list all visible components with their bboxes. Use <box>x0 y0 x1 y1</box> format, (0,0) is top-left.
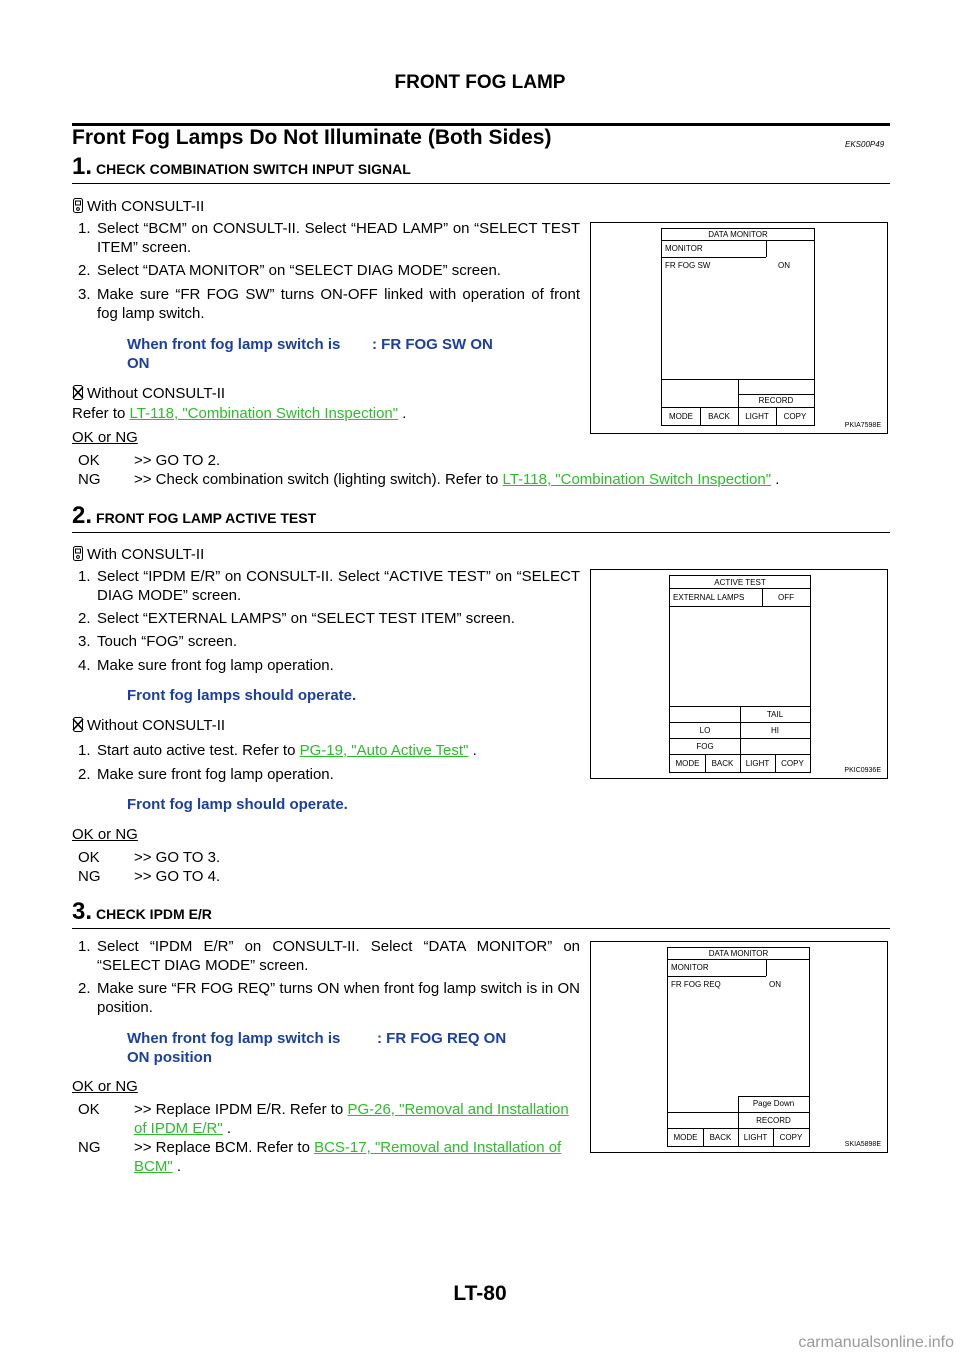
step-3-item-1: 1. Select “IPDM E/R” on CONSULT-II. Select “DATA MONITOR” on “SELECT DIAG MODE” screen. <box>78 938 580 974</box>
screen-item-value: ON <box>769 980 781 989</box>
step-2-item2-1: 1. Start auto active test. Refer to PG-19, "Auto Active Test" . <box>78 742 477 759</box>
step-3-ok-or-ng: OK or NG <box>72 1078 138 1095</box>
with-consult-1-label: With CONSULT-II <box>87 198 205 215</box>
step-1-number: 1. <box>72 153 93 180</box>
step-2-title: FRONT FOG LAMP ACTIVE TEST <box>96 510 317 526</box>
step-3-number: 3. <box>72 898 93 925</box>
consult-screen <box>669 575 811 773</box>
consult-tester-icon <box>72 546 84 561</box>
screen-page-down-button[interactable]: Page Down <box>752 1099 795 1108</box>
link-pg-26[interactable]: PG-26, "Removal and Installation of IPDM E/R" <box>134 1101 569 1137</box>
step-3-title: CHECK IPDM E/R <box>96 906 212 922</box>
step-3-condition-value: : FR FOG REQ ON <box>377 1030 507 1047</box>
step-1-heading <box>72 153 411 181</box>
step-1-ok-or-ng: OK or NG <box>72 429 138 446</box>
link-lt-118-ng[interactable]: LT-118, "Combination Switch Inspection" <box>502 471 772 488</box>
with-consult-2 <box>72 545 204 564</box>
step-1-refer: Refer to LT-118, "Combination Switch Inspection" . <box>72 405 407 422</box>
screen-monitor-label: MONITOR <box>671 963 709 972</box>
screen-hi-button[interactable]: HI <box>771 726 779 735</box>
step-2-item-2: 2. Select “EXTERNAL LAMPS” on “SELECT TEST ITEM” screen. <box>78 610 515 627</box>
screen-mode-button[interactable]: MODE <box>673 1133 698 1142</box>
figure-code-2: PKIC0936E <box>844 767 881 774</box>
without-consult-1-label: Without CONSULT-II <box>87 385 226 402</box>
screen-title: DATA MONITOR <box>708 949 769 958</box>
screen-lo-button[interactable]: LO <box>699 726 711 735</box>
step-1-item-1: 1. Select “BCM” on CONSULT-II. Select “HEAD LAMP” on “SELECT TEST ITEM” screen. <box>78 220 580 256</box>
screen-record-button[interactable]: RECORD <box>758 396 794 405</box>
step-2-rule <box>72 532 890 533</box>
figure-code-3: SKIA5898E <box>844 1141 881 1148</box>
screen-item-value: ON <box>778 261 790 270</box>
section-title: Front Fog Lamps Do Not Illuminate (Both Sides) <box>72 126 552 149</box>
figure-code-1: PKIA7598E <box>844 422 881 429</box>
step-3-item-2: 2. Make sure “FR FOG REQ” turns ON when front fog lamp switch is in ON position. <box>78 980 580 1016</box>
screen-item-value: OFF <box>778 593 794 602</box>
screen-back-button[interactable]: BACK <box>708 412 730 421</box>
consult-tester-icon <box>72 198 84 213</box>
step-2-note-1: Front fog lamps should operate. <box>127 687 357 704</box>
step-2-item-1: 1. Select “IPDM E/R” on CONSULT-II. Select “ACTIVE TEST” on “SELECT DIAG MODE” screen. <box>78 568 580 604</box>
screen-light-button[interactable]: LIGHT <box>745 759 770 768</box>
screen-back-button[interactable]: BACK <box>709 1133 732 1142</box>
step-2-note-2: Front fog lamp should operate. <box>127 796 348 813</box>
step-2-item-3: 3. Touch “FOG” screen. <box>78 633 238 650</box>
without-consult-2-label: Without CONSULT-II <box>87 717 226 734</box>
figure-data-monitor-3 <box>590 941 888 1153</box>
screen-record-button[interactable]: RECORD <box>756 1116 791 1125</box>
step-2-item2-2: 2. Make sure front fog lamp operation. <box>78 766 334 783</box>
step-2-item-4: 4. Make sure front fog lamp operation. <box>78 657 334 674</box>
step-1-condition-value: : FR FOG SW ON <box>372 336 493 353</box>
step-2-ok-or-ng: OK or NG <box>72 826 138 843</box>
link-bcs-17[interactable]: BCS-17, "Removal and Installation of BCM" <box>134 1139 562 1175</box>
screen-mode-button[interactable]: MODE <box>669 412 693 421</box>
step-2-heading <box>72 502 316 530</box>
figure-data-monitor-1 <box>590 222 888 434</box>
step-3-rule <box>72 928 890 929</box>
step-1-item-3: 3. Make sure “FR FOG SW” turns ON-OFF linked with operation of front fog lamp switch. <box>78 286 580 322</box>
consult-screen <box>667 947 810 1147</box>
figure-active-test <box>590 569 888 779</box>
no-tester-icon <box>72 717 84 732</box>
without-consult-1 <box>72 384 225 403</box>
screen-title: DATA MONITOR <box>708 230 768 239</box>
link-lt-118[interactable]: LT-118, "Combination Switch Inspection" <box>129 405 399 422</box>
step-1-rule <box>72 183 890 184</box>
step-2-number: 2. <box>72 502 93 529</box>
screen-copy-button[interactable]: COPY <box>779 1133 803 1142</box>
page-number: LT-80 <box>453 1282 507 1305</box>
screen-light-button[interactable]: LIGHT <box>745 412 769 421</box>
consult-screen <box>661 228 815 426</box>
screen-copy-button[interactable]: COPY <box>783 412 807 421</box>
section-code: EKS00P49 <box>845 140 885 149</box>
screen-light-button[interactable]: LIGHT <box>743 1133 768 1142</box>
screen-fog-button[interactable]: FOG <box>696 742 714 751</box>
screen-item-external-lamps: EXTERNAL LAMPS <box>673 593 745 602</box>
with-consult-1 <box>72 197 204 216</box>
screen-copy-button[interactable]: COPY <box>781 759 804 768</box>
screen-item-fr-fog-sw: FR FOG SW <box>665 261 711 270</box>
screen-tail-button[interactable]: TAIL <box>766 710 784 719</box>
screen-mode-button[interactable]: MODE <box>675 759 700 768</box>
no-tester-icon <box>72 385 84 400</box>
step-1-title: CHECK COMBINATION SWITCH INPUT SIGNAL <box>96 161 411 177</box>
screen-item-fr-fog-req: FR FOG REQ <box>671 980 721 989</box>
with-consult-2-label: With CONSULT-II <box>87 546 205 563</box>
step-1-condition-label: When front fog lamp switch is ON <box>127 336 341 372</box>
step-3-heading <box>72 898 212 926</box>
screen-back-button[interactable]: BACK <box>711 759 734 768</box>
page-header: FRONT FOG LAMP <box>394 72 566 93</box>
link-pg-19[interactable]: PG-19, "Auto Active Test" <box>299 742 469 759</box>
watermark: carmanualsonline.info <box>798 1334 954 1351</box>
screen-title: ACTIVE TEST <box>714 578 766 587</box>
step-3-condition-label: When front fog lamp switch is ON position <box>127 1030 341 1066</box>
screen-monitor-label: MONITOR <box>665 244 703 253</box>
step-1-item-2: 2. Select “DATA MONITOR” on “SELECT DIAG MODE” screen. <box>78 262 501 279</box>
without-consult-2 <box>72 716 225 735</box>
